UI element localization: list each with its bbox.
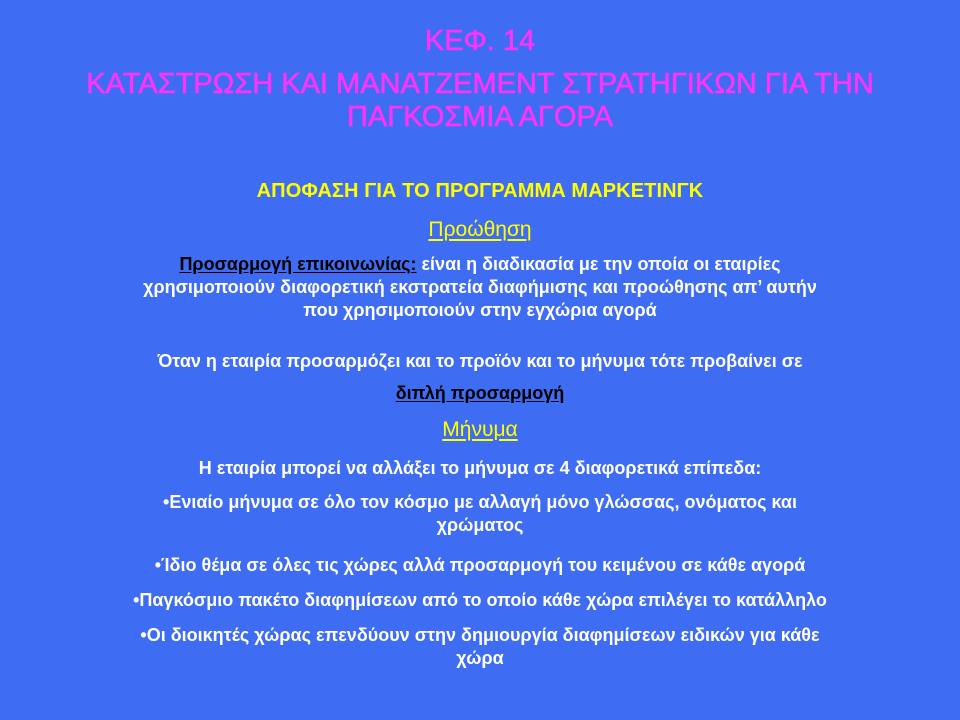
bullet-text: χρώματος xyxy=(436,515,524,535)
definition-text: χρησιμοποιούν διαφορετική εκστρατεία διαφήμισης και προώθησης απ’ αυτήν xyxy=(143,277,817,297)
bullet-item: •Ίδιο θέμα σε όλες τις χώρες αλλά προσαρμογή του κειμένου σε κάθε αγορά xyxy=(154,555,806,575)
dual-adaptation-term: διπλή προσαρμογή xyxy=(395,383,565,403)
communication-adaptation-term: Προσαρμογή επικοινωνίας: xyxy=(179,254,417,274)
bullet-text: χώρα xyxy=(456,648,504,668)
dual-adaptation-text: Όταν η εταιρία προσαρμόζει και το προϊόν και το μήνυμα τότε προβαίνει σε xyxy=(157,351,803,371)
bullet-text: •Ενιαίο μήνυμα σε όλο τον κόσμο με αλλαγή μόνο γλώσσας, ονόματος και xyxy=(163,492,797,512)
slide-title-chapter: ΚΕΦ. 14 xyxy=(424,25,536,57)
bullet-item: •Παγκόσμιο πακέτο διαφημίσεων από το οποίο κάθε χώρα επιλέγει το κατάλληλο xyxy=(133,590,827,610)
message-heading: Μήνυμα xyxy=(442,418,518,441)
slide-title-line: ΚΑΤΑΣΤΡΩΣΗ ΚΑΙ ΜΑΝΑΤΖΕΜΕΝΤ ΣΤΡΑΤΗΓΙΚΩΝ ΓΙΑ ΤΗΝ xyxy=(86,68,874,100)
definition-text: που χρησιμοποιούν στην εγχώρια αγορά xyxy=(303,300,657,320)
dual-adaptation-term-line xyxy=(0,382,960,405)
bullet-item xyxy=(10,491,950,537)
slide-title-line: ΠΑΓΚΟΣΜΙΑ ΑΓΟΡΑ xyxy=(346,101,613,133)
communication-adaptation-paragraph xyxy=(10,253,950,322)
bullet-text: •Οι διοικητές χώρας επενδύουν στην δημιουργία διαφημίσεων ειδικών για κάθε xyxy=(140,625,820,645)
message-intro: Η εταιρία μπορεί να αλλάξει το μήνυμα σε 4 διαφορετικά επίπεδα: xyxy=(198,458,762,478)
promotion-heading: Προώθηση xyxy=(428,218,532,241)
section-subtitle: ΑΠΟΦΑΣΗ ΓΙΑ ΤΟ ΠΡΟΓΡΑΜΜΑ ΜΑΡΚΕΤΙΝΓΚ xyxy=(256,180,704,202)
bullet-item xyxy=(10,624,950,670)
definition-text: είναι η διαδικασία με την οποία οι εταιρίες xyxy=(416,254,781,274)
